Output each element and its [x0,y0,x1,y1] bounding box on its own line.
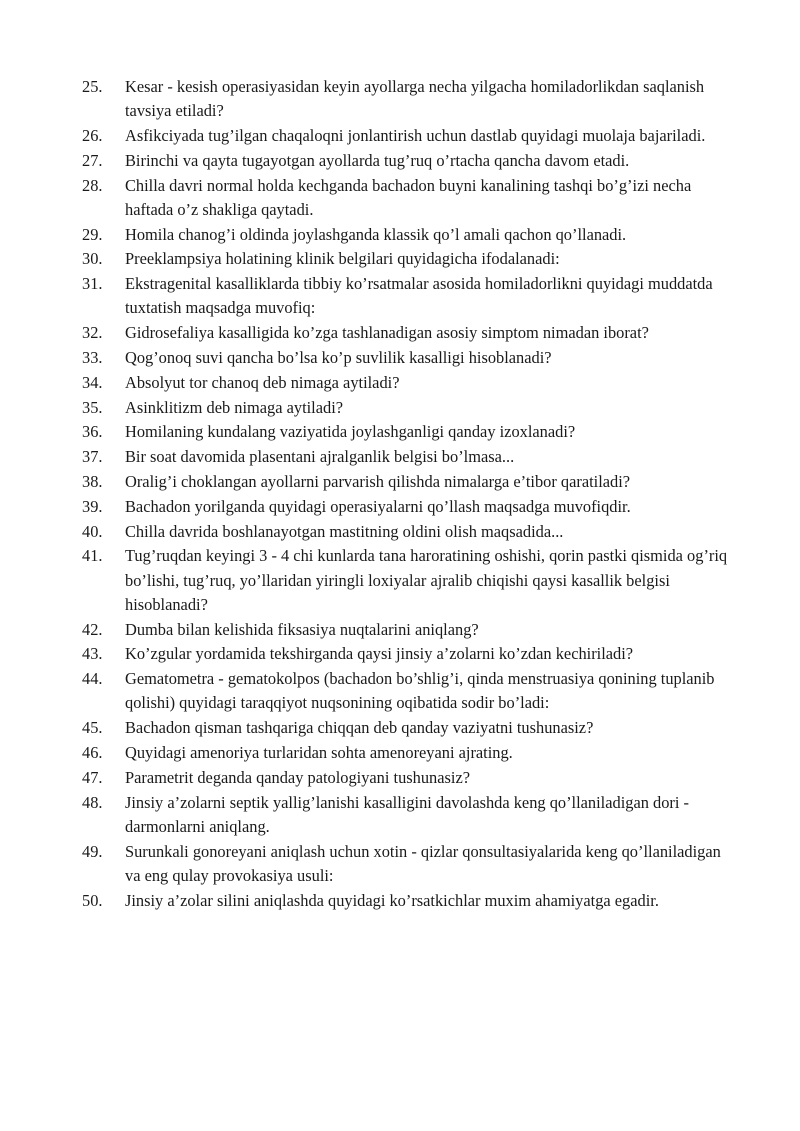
question-text: Gidrosefaliya kasalligida ko’zga tashlanadigan asosiy simptom nimadan iborat? [125,323,649,343]
question-item [82,766,732,790]
question-number: 26. [82,126,103,145]
question-text: Asinklitizm deb nimaga aytiladi? [125,397,344,417]
question-item [82,840,732,888]
question-text: Homilaning kundalang vaziyatida joylashganligi qanday izoxlanadi? [125,422,576,442]
question-text: Quyidagi amenoriya turlaridan sohta amenoreyani ajrating. [125,742,513,762]
question-item [82,371,732,395]
question-number: 46. [82,742,103,762]
question-text: Bachadon qisman tashqariga chiqqan deb qanday vaziyatni tushunasiz? [125,718,594,738]
question-item [82,396,732,420]
question-text: Bir soat davomida plasentani ajralganlik belgisi bo’lmasa... [125,447,515,467]
question-number: 31. [82,274,103,294]
question-number: 43. [82,644,103,664]
question-item [82,223,732,247]
question-text: Absolyut tor chanoq deb nimaga aytiladi? [125,372,400,392]
question-number: 40. [82,521,103,541]
question-text: Kesar - kesish operasiyasidan keyin ayollarga necha yilgacha homiladorlikdan saqlanish tavsiya etiladi? [125,77,705,121]
question-item [82,889,732,913]
question-text: Tug’ruqdan keyingi 3 - 4 chi kunlarda tana haroratining oshishi, qorin pastki qismida og’riq bo’lishi, tug’ruq, yo’llaridan yiringli loxiyalar ajralib chiqishi qaysi kasallik belgisi hisoblanadi? [125,546,728,614]
question-text: Parametrit deganda qanday patologiyani tushunasiz? [125,767,471,787]
question-number: 49. [82,841,103,861]
question-item [82,791,732,839]
question-text: Ekstragenital kasalliklarda tibbiy ko’rsatmalar asosida homiladorlikni quyidagi muddatda tuxtatish maqsadga muvofiq: [125,274,713,318]
question-number: 28. [82,175,103,195]
question-item [82,445,732,469]
question-number: 29. [82,224,103,244]
question-text: Chilla davri normal holda kechganda bachadon buyni kanalining tashqi bo’g’izi necha haftada o’z shakliga qaytadi. [125,175,692,219]
question-number: 47. [82,767,103,787]
question-text: Homila chanog’i oldinda joylashganda klassik qo’l amali qachon qo’llanadi. [125,224,627,244]
question-item [82,495,732,519]
question-text: Jinsiy a’zolarni septik yallig’lanishi kasalligini davolashda keng qo’llaniladigan dori - darmonlarni aniqlang. [125,792,689,836]
question-number: 35. [82,397,103,417]
question-text: Birinchi va qayta tugayotgan ayollarda tug’ruq o’rtacha qancha davom etadi. [125,150,630,170]
question-item [82,667,732,715]
question-number: 27. [82,150,103,170]
question-item [82,420,732,444]
question-item [82,321,732,345]
question-text: Dumba bilan kelishida fiksasiya nuqtalarini aniqlang? [125,619,479,639]
question-number: 48. [82,792,103,812]
question-text: Ko’zgular yordamida tekshirganda qaysi jinsiy a’zolarni ko’zdan kechiriladi? [125,644,634,664]
question-item [82,470,732,494]
question-item [82,716,732,740]
question-text: Gematometra - gematokolpos (bachadon bo’shlig’i, qinda menstruasiya qonining tuplanib qolishi) quyidagi taraqqiyot nuqsonining oqibatida sodir bo’ladi: [125,669,715,713]
question-number: 42. [82,619,103,639]
question-text: Oralig’i choklangan ayollarni parvarish qilishda nimalarga e’tibor qaratiladi? [125,471,631,491]
question-text: Preeklampsiya holatining klinik belgilari quyidagicha ifodalanadi: [125,249,560,269]
question-item [82,149,732,173]
question-number: 36. [82,422,103,442]
question-item [82,544,732,617]
question-number: 44. [82,669,103,689]
question-text: Asfikciyada tug’ilgan chaqaloqni jonlantirish uchun dastlab quyidagi muolaja bajariladi. [125,126,706,145]
question-number: 37. [82,447,103,467]
question-item [82,272,732,320]
question-item [82,75,732,123]
question-text: Chilla davrida boshlanayotgan mastitning oldini olish maqsadida... [125,521,564,541]
question-number: 34. [82,372,103,392]
question-item [82,618,732,642]
question-item [82,346,732,370]
question-item [82,124,732,148]
question-text: Qog’onoq suvi qancha bo’lsa ko’p suvlilik kasalligi hisoblanadi? [125,347,552,367]
question-number: 30. [82,249,103,269]
question-text: Bachadon yorilganda quyidagi operasiyalarni qo’llash maqsadga muvofiqdir. [125,496,631,516]
question-number: 39. [82,496,103,516]
question-item [82,642,732,666]
question-item [82,520,732,544]
question-number: 50. [82,890,103,910]
question-list [82,75,732,913]
question-number: 25. [82,77,103,96]
question-text: Surunkali gonoreyani aniqlash uchun xotin - qizlar qonsultasiyalarida keng qo’llaniladigan va eng qulay provokasiya usuli: [125,841,721,885]
question-number: 38. [82,471,103,491]
question-number: 32. [82,323,103,343]
question-item [82,741,732,765]
question-item [82,247,732,271]
question-number: 41. [82,546,103,566]
question-number: 45. [82,718,103,738]
question-item [82,174,732,222]
question-number: 33. [82,347,103,367]
question-text: Jinsiy a’zolar silini aniqlashda quyidagi ko’rsatkichlar muxim ahamiyatga egadir. [125,890,659,910]
